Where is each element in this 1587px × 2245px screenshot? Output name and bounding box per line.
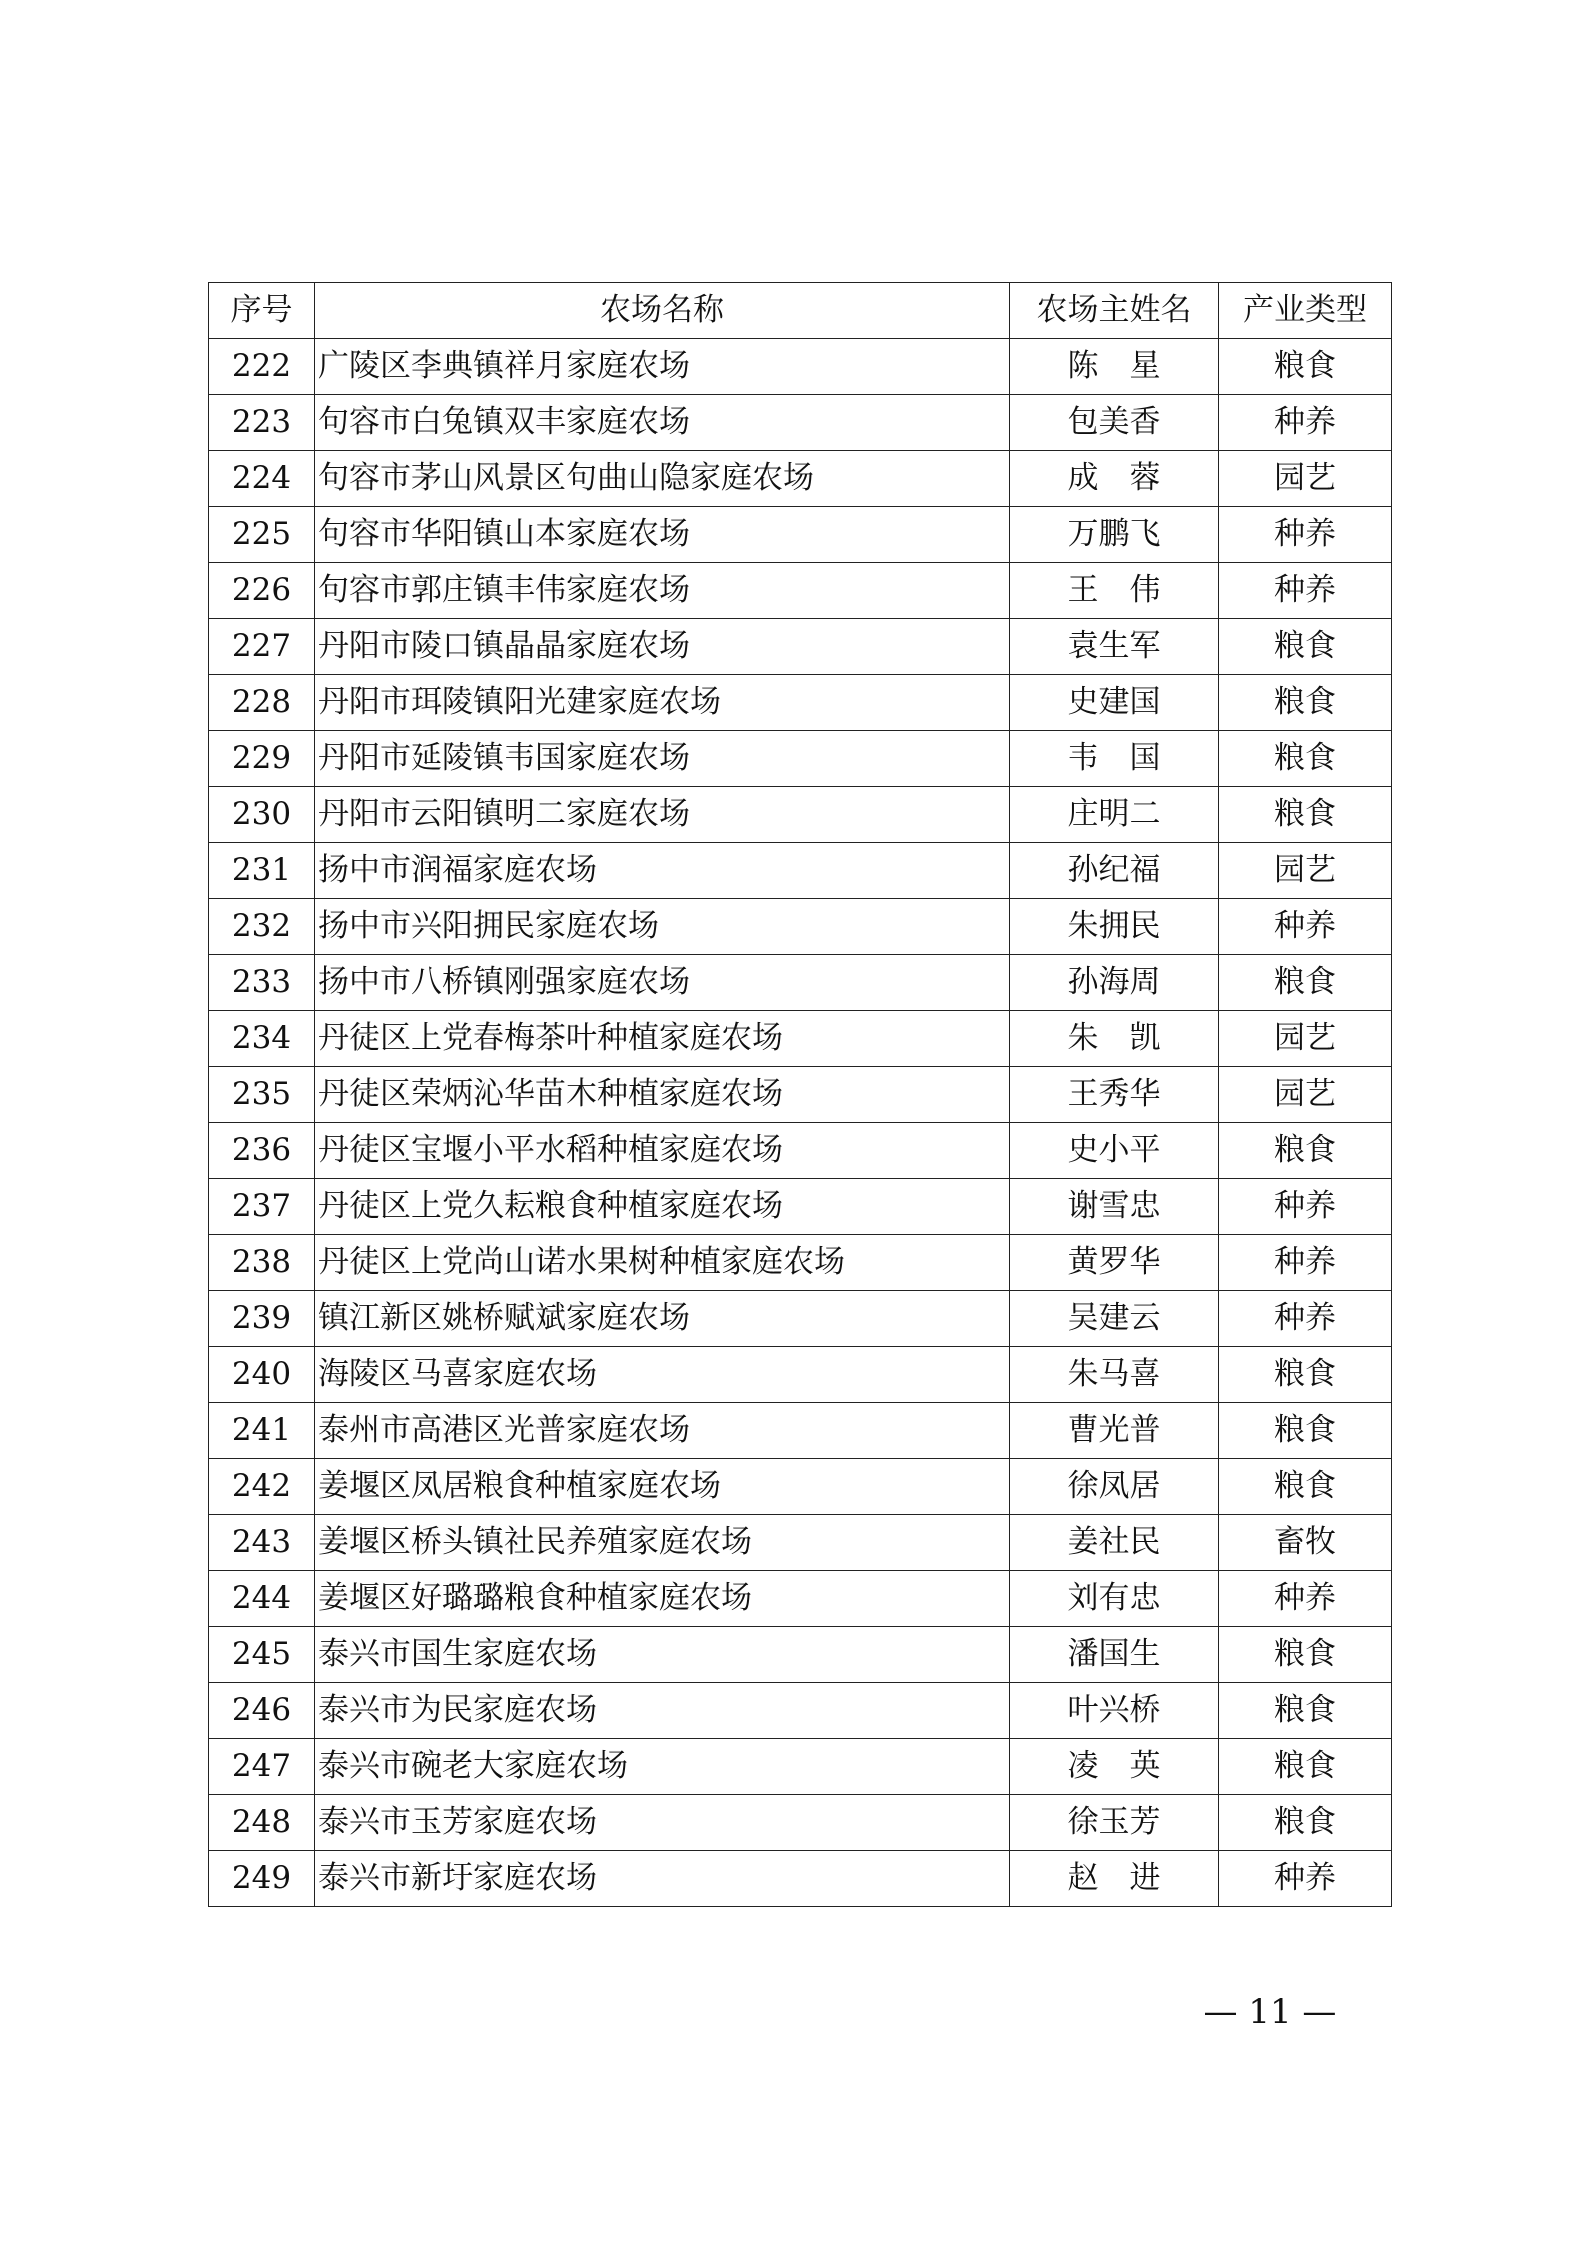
cell-industry-type: 园艺 (1219, 1067, 1392, 1123)
cell-owner-name: 史小平 (1010, 1123, 1219, 1179)
cell-owner-name: 黄罗华 (1010, 1235, 1219, 1291)
table-row (209, 507, 1392, 563)
table-row (209, 899, 1392, 955)
cell-industry-type: 种养 (1219, 1235, 1392, 1291)
cell-owner-name: 朱 凯 (1010, 1011, 1219, 1067)
farm-list-table (208, 282, 1392, 1907)
cell-farm-name: 扬中市兴阳拥民家庭农场 (315, 899, 1010, 955)
cell-farm-name: 句容市华阳镇山本家庭农场 (315, 507, 1010, 563)
table-row (209, 395, 1392, 451)
cell-farm-name: 泰兴市国生家庭农场 (315, 1627, 1010, 1683)
table-row (209, 1515, 1392, 1571)
cell-industry-type: 种养 (1219, 563, 1392, 619)
cell-owner-name: 叶兴桥 (1010, 1683, 1219, 1739)
cell-owner-name: 史建国 (1010, 675, 1219, 731)
table-row (209, 1067, 1392, 1123)
header-industry-type: 产业类型 (1219, 283, 1392, 339)
cell-industry-type: 粮食 (1219, 1683, 1392, 1739)
table-row (209, 619, 1392, 675)
table-row (209, 1347, 1392, 1403)
cell-industry-type: 园艺 (1219, 451, 1392, 507)
cell-serial-number: 246 (209, 1683, 315, 1739)
cell-owner-name: 陈 星 (1010, 339, 1219, 395)
cell-serial-number: 239 (209, 1291, 315, 1347)
cell-farm-name: 丹阳市延陵镇韦国家庭农场 (315, 731, 1010, 787)
table-header-row (209, 283, 1392, 339)
table-row (209, 1403, 1392, 1459)
cell-owner-name: 袁生军 (1010, 619, 1219, 675)
cell-farm-name: 姜堰区好璐璐粮食种植家庭农场 (315, 1571, 1010, 1627)
cell-serial-number: 233 (209, 955, 315, 1011)
cell-owner-name: 万鹏飞 (1010, 507, 1219, 563)
cell-serial-number: 232 (209, 899, 315, 955)
cell-owner-name: 王 伟 (1010, 563, 1219, 619)
table-row (209, 731, 1392, 787)
cell-owner-name: 朱拥民 (1010, 899, 1219, 955)
cell-industry-type: 粮食 (1219, 339, 1392, 395)
cell-industry-type: 粮食 (1219, 1739, 1392, 1795)
cell-owner-name: 徐玉芳 (1010, 1795, 1219, 1851)
cell-owner-name: 徐凤居 (1010, 1459, 1219, 1515)
cell-serial-number: 236 (209, 1123, 315, 1179)
table-row (209, 1123, 1392, 1179)
cell-farm-name: 句容市郭庄镇丰伟家庭农场 (315, 563, 1010, 619)
cell-industry-type: 种养 (1219, 899, 1392, 955)
cell-farm-name: 镇江新区姚桥赋斌家庭农场 (315, 1291, 1010, 1347)
cell-farm-name: 丹徒区上党久耘粮食种植家庭农场 (315, 1179, 1010, 1235)
table-row (209, 1235, 1392, 1291)
cell-farm-name: 广陵区李典镇祥月家庭农场 (315, 339, 1010, 395)
cell-industry-type: 粮食 (1219, 1403, 1392, 1459)
cell-serial-number: 248 (209, 1795, 315, 1851)
cell-owner-name: 曹光普 (1010, 1403, 1219, 1459)
cell-owner-name: 谢雪忠 (1010, 1179, 1219, 1235)
cell-industry-type: 园艺 (1219, 843, 1392, 899)
cell-farm-name: 扬中市润福家庭农场 (315, 843, 1010, 899)
cell-serial-number: 224 (209, 451, 315, 507)
cell-owner-name: 孙纪福 (1010, 843, 1219, 899)
cell-farm-name: 泰兴市为民家庭农场 (315, 1683, 1010, 1739)
header-farm-name: 农场名称 (315, 283, 1010, 339)
cell-industry-type: 粮食 (1219, 619, 1392, 675)
cell-serial-number: 241 (209, 1403, 315, 1459)
cell-farm-name: 丹徒区上党春梅茶叶种植家庭农场 (315, 1011, 1010, 1067)
table-row (209, 787, 1392, 843)
cell-owner-name: 成 蓉 (1010, 451, 1219, 507)
cell-farm-name: 泰州市高港区光普家庭农场 (315, 1403, 1010, 1459)
cell-farm-name: 丹阳市珥陵镇阳光建家庭农场 (315, 675, 1010, 731)
table-row (209, 451, 1392, 507)
table-row (209, 843, 1392, 899)
cell-serial-number: 226 (209, 563, 315, 619)
table-row (209, 1011, 1392, 1067)
cell-industry-type: 粮食 (1219, 1459, 1392, 1515)
cell-serial-number: 231 (209, 843, 315, 899)
cell-serial-number: 238 (209, 1235, 315, 1291)
cell-serial-number: 240 (209, 1347, 315, 1403)
table-row (209, 1795, 1392, 1851)
table-row (209, 1291, 1392, 1347)
table-row (209, 339, 1392, 395)
cell-owner-name: 赵 进 (1010, 1851, 1219, 1907)
cell-industry-type: 粮食 (1219, 675, 1392, 731)
cell-owner-name: 韦 国 (1010, 731, 1219, 787)
cell-serial-number: 228 (209, 675, 315, 731)
table-row (209, 955, 1392, 1011)
cell-farm-name: 泰兴市玉芳家庭农场 (315, 1795, 1010, 1851)
cell-owner-name: 凌 英 (1010, 1739, 1219, 1795)
cell-industry-type: 种养 (1219, 1851, 1392, 1907)
cell-industry-type: 种养 (1219, 1179, 1392, 1235)
cell-industry-type: 畜牧 (1219, 1515, 1392, 1571)
cell-owner-name: 王秀华 (1010, 1067, 1219, 1123)
cell-farm-name: 句容市白兔镇双丰家庭农场 (315, 395, 1010, 451)
cell-serial-number: 243 (209, 1515, 315, 1571)
cell-serial-number: 234 (209, 1011, 315, 1067)
cell-serial-number: 230 (209, 787, 315, 843)
cell-industry-type: 粮食 (1219, 1123, 1392, 1179)
page-number: — 11 — (1203, 1992, 1337, 2032)
table-row (209, 1627, 1392, 1683)
cell-farm-name: 泰兴市新圩家庭农场 (315, 1851, 1010, 1907)
cell-farm-name: 丹阳市陵口镇晶晶家庭农场 (315, 619, 1010, 675)
cell-farm-name: 丹阳市云阳镇明二家庭农场 (315, 787, 1010, 843)
cell-industry-type: 粮食 (1219, 1795, 1392, 1851)
table-row (209, 563, 1392, 619)
cell-industry-type: 种养 (1219, 1571, 1392, 1627)
cell-serial-number: 223 (209, 395, 315, 451)
table-row (209, 1739, 1392, 1795)
cell-owner-name: 包美香 (1010, 395, 1219, 451)
cell-industry-type: 粮食 (1219, 1347, 1392, 1403)
cell-farm-name: 丹徒区宝堰小平水稻种植家庭农场 (315, 1123, 1010, 1179)
table-row (209, 1683, 1392, 1739)
cell-farm-name: 丹徒区荣炳沁华苗木种植家庭农场 (315, 1067, 1010, 1123)
cell-industry-type: 种养 (1219, 1291, 1392, 1347)
cell-serial-number: 242 (209, 1459, 315, 1515)
cell-industry-type: 粮食 (1219, 787, 1392, 843)
table-row (209, 1851, 1392, 1907)
table-row (209, 1571, 1392, 1627)
cell-serial-number: 227 (209, 619, 315, 675)
cell-serial-number: 222 (209, 339, 315, 395)
cell-owner-name: 庄明二 (1010, 787, 1219, 843)
cell-serial-number: 237 (209, 1179, 315, 1235)
cell-farm-name: 姜堰区桥头镇社民养殖家庭农场 (315, 1515, 1010, 1571)
cell-owner-name: 刘有忠 (1010, 1571, 1219, 1627)
cell-farm-name: 句容市茅山风景区句曲山隐家庭农场 (315, 451, 1010, 507)
cell-owner-name: 潘国生 (1010, 1627, 1219, 1683)
cell-farm-name: 扬中市八桥镇刚强家庭农场 (315, 955, 1010, 1011)
cell-farm-name: 丹徒区上党尚山诺水果树种植家庭农场 (315, 1235, 1010, 1291)
header-owner-name: 农场主姓名 (1010, 283, 1219, 339)
cell-serial-number: 235 (209, 1067, 315, 1123)
table-row (209, 675, 1392, 731)
table-row (209, 1459, 1392, 1515)
cell-industry-type: 粮食 (1219, 955, 1392, 1011)
cell-owner-name: 吴建云 (1010, 1291, 1219, 1347)
cell-industry-type: 种养 (1219, 395, 1392, 451)
cell-serial-number: 229 (209, 731, 315, 787)
cell-serial-number: 249 (209, 1851, 315, 1907)
cell-owner-name: 姜社民 (1010, 1515, 1219, 1571)
cell-serial-number: 244 (209, 1571, 315, 1627)
cell-industry-type: 粮食 (1219, 1627, 1392, 1683)
cell-industry-type: 粮食 (1219, 731, 1392, 787)
cell-industry-type: 园艺 (1219, 1011, 1392, 1067)
cell-farm-name: 海陵区马喜家庭农场 (315, 1347, 1010, 1403)
header-serial-number: 序号 (209, 283, 315, 339)
cell-farm-name: 姜堰区凤居粮食种植家庭农场 (315, 1459, 1010, 1515)
cell-farm-name: 泰兴市碗老大家庭农场 (315, 1739, 1010, 1795)
cell-owner-name: 朱马喜 (1010, 1347, 1219, 1403)
cell-industry-type: 种养 (1219, 507, 1392, 563)
table-row (209, 1179, 1392, 1235)
cell-serial-number: 247 (209, 1739, 315, 1795)
cell-serial-number: 225 (209, 507, 315, 563)
cell-owner-name: 孙海周 (1010, 955, 1219, 1011)
cell-serial-number: 245 (209, 1627, 315, 1683)
